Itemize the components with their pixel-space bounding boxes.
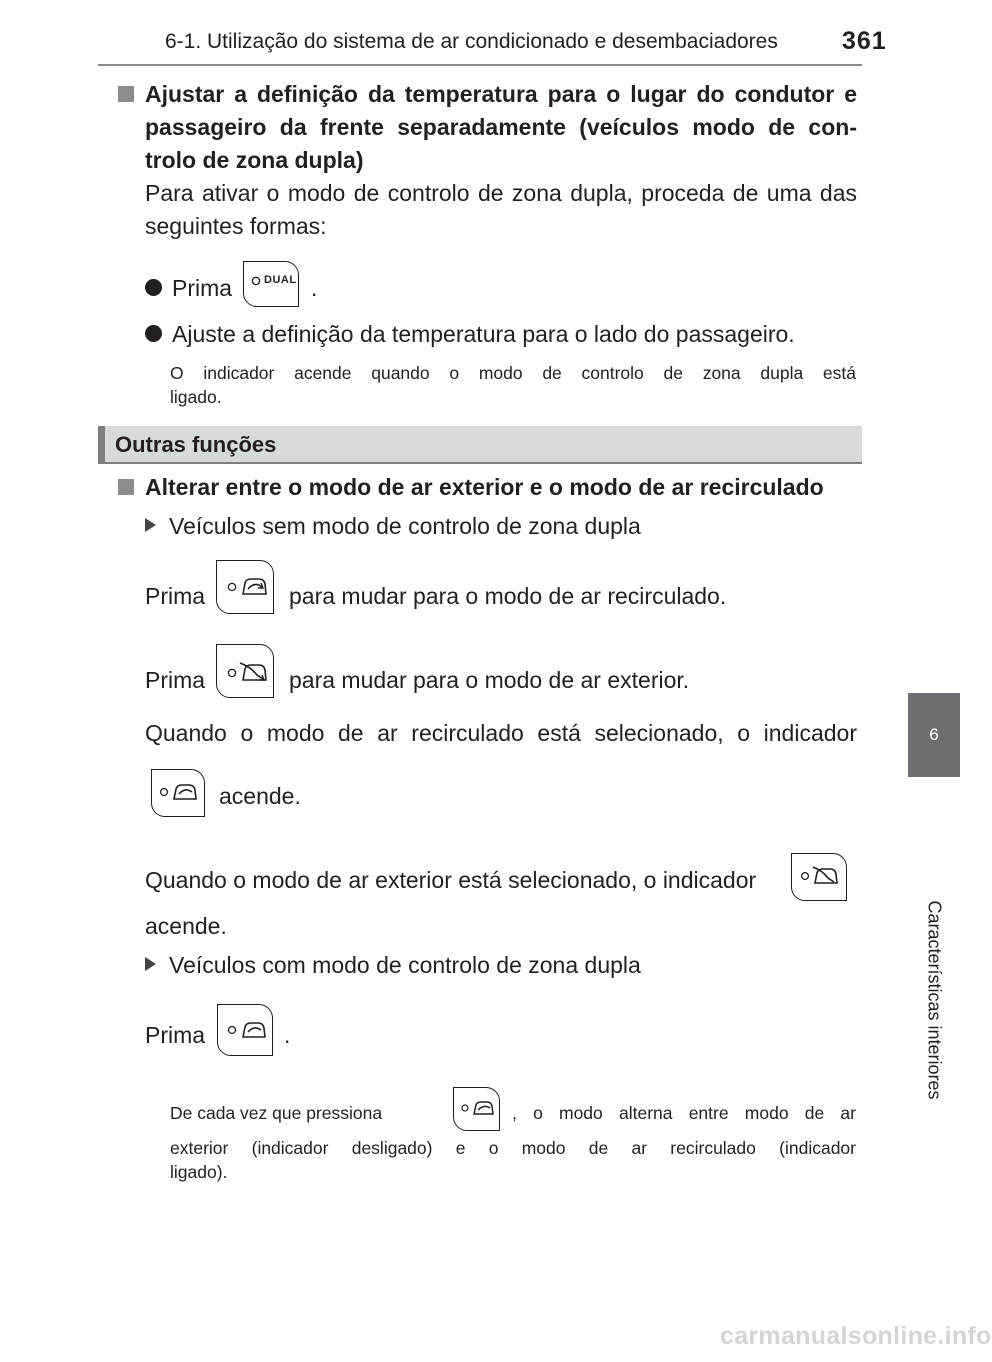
note-line: exterior (indicador desligado) e o modo de ar recirculado (indicador (170, 1138, 856, 1158)
subheading-without-dual (145, 510, 641, 543)
triangle-bullet-icon (145, 518, 156, 532)
bullet-text: Ajuste a definição da temperatura para o lado do passageiro. (172, 321, 795, 347)
chapter-tab-number: 6 (929, 725, 939, 744)
square-bullet-icon (118, 479, 134, 500)
recirculated-indicator-icon (151, 769, 205, 817)
outside-selected-line2: acende. (145, 913, 227, 939)
note2-prefix: De cada vez que pressiona (170, 1103, 383, 1123)
intro-line: Para ativar o modo de controlo de zona dupla, proceda de uma das (145, 180, 857, 206)
subheading-text: Veículos com modo de controlo de zona dupla (169, 952, 641, 978)
subheading-text: Veículos sem modo de controlo de zona dupla (169, 513, 641, 539)
prima2-suffix: para mudar para o modo de ar exterior. (289, 667, 690, 693)
note-line: ligado. (170, 387, 222, 407)
heading-line: trolo de zona dupla) (145, 147, 364, 173)
outside-selected-line1: Quando o modo de ar exterior está selecionado, o indicador (145, 867, 757, 893)
recirc-selected-line2: acende. (219, 783, 301, 809)
header-divider (98, 64, 862, 66)
dual-button-label: DUAL (264, 274, 297, 286)
intro-line: seguintes formas: (145, 213, 327, 239)
prima1-suffix: para mudar para o modo de ar recirculado. (289, 583, 727, 609)
prima3-suffix: . (284, 1022, 291, 1048)
bullet-dot-icon (145, 325, 162, 342)
outside-indicator-icon (791, 853, 847, 901)
chapter-header: 6-1. Utilização do sistema de ar condicionado e desembaciadores (165, 30, 778, 53)
dual-button-icon (243, 261, 299, 307)
note-text: , o modo alterna entre modo de ar (512, 1103, 856, 1123)
bullet-text: Prima (172, 275, 233, 301)
note-line: O indicador acende quando o modo de controlo de zona dupla está (170, 363, 856, 383)
prima3-prefix: Prima (145, 1022, 206, 1048)
bullet1-suffix: . (311, 275, 318, 301)
bullet-press-dual (145, 272, 232, 305)
watermark: carmanualsonline.info (720, 1322, 992, 1350)
page-number: 361 (842, 27, 887, 55)
subheading-with-dual (145, 949, 641, 982)
bullet-adjust-passenger (145, 318, 795, 351)
outside-air-button-icon (216, 644, 274, 698)
section1-intro (145, 177, 857, 243)
bullet-dot-icon (145, 279, 162, 296)
prima1-prefix: Prima (145, 583, 206, 609)
note2-suffix (512, 1101, 856, 1125)
dual-note (170, 361, 856, 409)
triangle-bullet-icon (145, 957, 156, 971)
section1-heading (145, 78, 857, 177)
note-line: ligado). (170, 1162, 228, 1182)
recirculated-air-button-icon (216, 560, 274, 614)
chapter-tab (908, 693, 960, 777)
recirc-text: Quando o modo de ar recirculado está selecionado, o indicador (145, 720, 857, 746)
recirculated-air-button-icon (217, 1004, 273, 1056)
chapter-side-label: Características interiores (924, 900, 945, 1100)
heading-line: Ajustar a definição da temperatura para o lugar do condutor e (145, 81, 857, 107)
section-bar-title: Outras funções (115, 432, 277, 457)
section2-heading: Alterar entre o modo de ar exterior e o modo de ar recirculado (145, 474, 824, 500)
prima2-prefix: Prima (145, 667, 206, 693)
note2-rest (170, 1136, 856, 1184)
recirculated-air-button-icon (453, 1087, 500, 1131)
square-bullet-icon (118, 86, 134, 107)
heading-line: passageiro da frente separadamente (veículos modo de con- (145, 114, 857, 140)
recirc-selected-line1 (145, 717, 857, 750)
